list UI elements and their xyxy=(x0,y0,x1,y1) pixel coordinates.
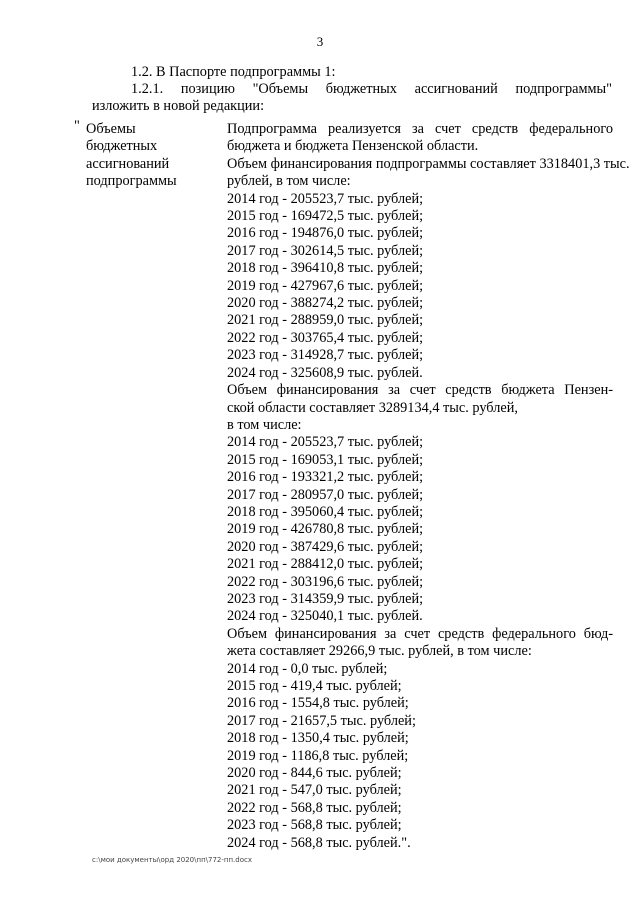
year-amount-line: 2018 год - 395060,4 тыс. рублей; xyxy=(227,503,424,520)
year-amount-line: 2014 год - 205523,7 тыс. рублей; xyxy=(227,434,424,451)
label-line: бюджетных xyxy=(86,138,158,155)
year-amount-line: 2022 год - 303196,6 тыс. рублей; xyxy=(227,573,424,590)
year-amount-line: 2024 год - 568,8 тыс. рублей.". xyxy=(227,834,411,851)
year-amount-line: 2016 год - 193321,2 тыс. рублей; xyxy=(227,469,424,486)
year-amount-line: 2017 год - 280957,0 тыс. рублей; xyxy=(227,486,424,503)
year-amount-line: 2023 год - 314928,7 тыс. рублей; xyxy=(227,347,424,364)
section-heading: 1.2. В Паспорте подпрограммы 1: xyxy=(131,64,336,80)
federal-funding-line-1: Объем финансирования за счет средств федерального бюд- xyxy=(227,625,613,642)
label-line: подпрограммы xyxy=(86,173,177,190)
year-amount-line: 2018 год - 1350,4 тыс. рублей; xyxy=(227,730,409,747)
year-amount-line: 2016 год - 1554,8 тыс. рублей; xyxy=(227,695,409,712)
year-amount-line: 2021 год - 288959,0 тыс. рублей; xyxy=(227,312,424,329)
label-line: ассигнований xyxy=(86,155,170,172)
year-amount-line: 2022 год - 303765,4 тыс. рублей; xyxy=(227,329,424,346)
year-amount-line: 2017 год - 21657,5 тыс. рублей; xyxy=(227,712,416,729)
position-label xyxy=(86,121,211,191)
file-path-footer: c:\мои документы\орд 2020\пп\772-пп.docx xyxy=(92,856,252,864)
year-amount-line: 2014 год - 0,0 тыс. рублей; xyxy=(227,660,388,677)
year-amount-line: 2017 год - 302614,5 тыс. рублей; xyxy=(227,242,424,259)
year-amount-line: 2022 год - 568,8 тыс. рублей; xyxy=(227,799,402,816)
year-amount-line: 2014 год - 205523,7 тыс. рублей; xyxy=(227,190,424,207)
year-amount-line: 2020 год - 844,6 тыс. рублей; xyxy=(227,765,402,782)
year-amount-line: 2019 год - 1186,8 тыс. рублей; xyxy=(227,747,409,764)
year-amount-line: 2024 год - 325040,1 тыс. рублей. xyxy=(227,608,423,625)
federal-funding-line-2: жета составляет 29266,9 тыс. рублей, в том числе: xyxy=(227,643,532,660)
year-amount-line: 2021 год - 547,0 тыс. рублей; xyxy=(227,782,402,799)
regional-funding-line-3: в том числе: xyxy=(227,416,302,433)
year-amount-line: 2018 год - 396410,8 тыс. рублей; xyxy=(227,260,424,277)
regional-years-list xyxy=(227,434,613,625)
federal-years-list xyxy=(227,661,613,852)
position-value xyxy=(227,121,630,852)
year-amount-line: 2019 год - 427967,6 тыс. рублей; xyxy=(227,277,424,294)
year-amount-line: 2019 год - 426780,8 тыс. рублей; xyxy=(227,521,424,538)
year-amount-line: 2015 год - 169472,5 тыс. рублей; xyxy=(227,208,424,225)
year-amount-line: 2023 год - 314359,9 тыс. рублей; xyxy=(227,590,424,607)
total-funding-line-1: Объем финансирования подпрограммы составляет 3318401,3 тыс. xyxy=(227,155,630,172)
year-amount-line: 2020 год - 388274,2 тыс. рублей; xyxy=(227,295,424,312)
year-amount-line: 2021 год - 288412,0 тыс. рублей; xyxy=(227,556,424,573)
label-line: Объемы xyxy=(86,121,136,137)
page-number: 3 xyxy=(316,34,324,49)
regional-funding-line-2: ской области составляет 3289134,4 тыс. рублей, xyxy=(227,399,518,416)
total-funding-line-2: рублей, в том числе: xyxy=(227,173,351,190)
year-amount-line: 2015 год - 419,4 тыс. рублей; xyxy=(227,678,402,694)
intro-paragraph: Подпрограмма реализуется за счет средств федерального бюджета и бюджета Пензенской области. xyxy=(227,121,613,155)
year-amount-line: 2016 год - 194876,0 тыс. рублей; xyxy=(227,225,424,242)
regional-funding-line-1: Объем финансирования за счет средств бюджета Пензен- xyxy=(227,382,613,399)
year-amount-line: 2015 год - 169053,1 тыс. рублей; xyxy=(227,451,424,468)
year-amount-line: 2023 год - 568,8 тыс. рублей; xyxy=(227,817,402,834)
total-years-list xyxy=(227,191,613,382)
year-amount-line: 2020 год - 387429,6 тыс. рублей; xyxy=(227,538,424,555)
subsection-line-2: изложить в новой редакции: xyxy=(92,98,265,114)
subsection-text xyxy=(92,81,612,115)
year-amount-line: 2024 год - 325608,9 тыс. рублей. xyxy=(227,364,423,381)
opening-quote: " xyxy=(74,118,80,134)
subsection-line-1: 1.2.1. позицию "Объемы бюджетных ассигнований подпрограммы" xyxy=(131,81,612,97)
